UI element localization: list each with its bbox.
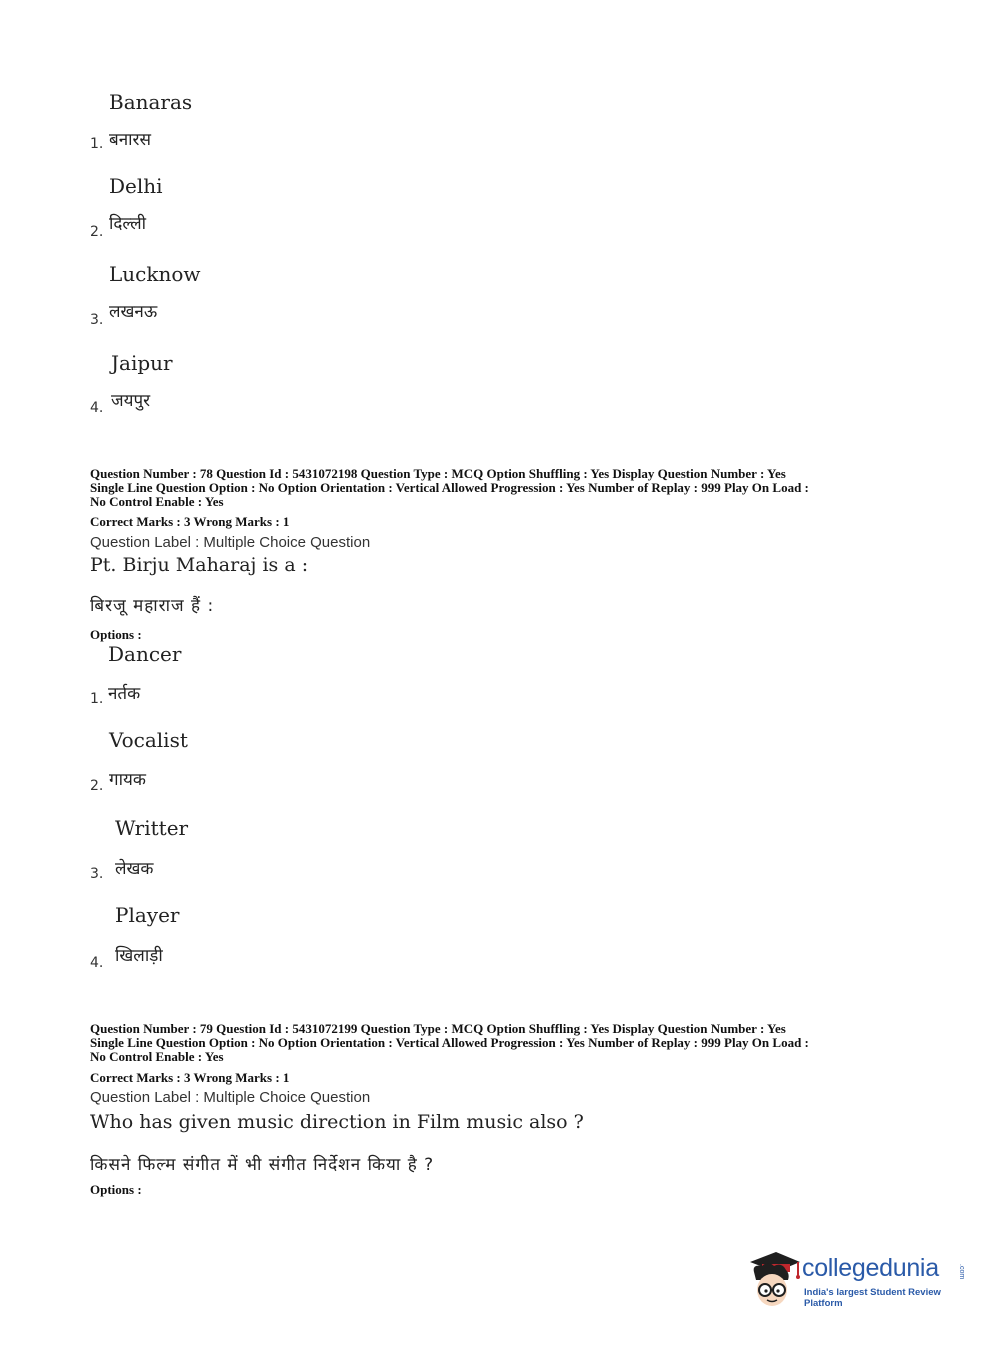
collegedunia-logo[interactable] [742, 1250, 972, 1312]
option-1-number: 1. [90, 136, 104, 152]
q78-marks: Correct Marks : 3 Wrong Marks : 1 [90, 514, 290, 529]
option-3-hindi: लखनऊ [109, 302, 158, 322]
q79-meta-line-3: No Control Enable : Yes [90, 1049, 224, 1064]
q79-meta-line-2: Single Line Question Option : No Option Orientation : Vertical Allowed Progression : Yes Number of Replay : 999 Play On Load : [90, 1035, 809, 1050]
q78-option-4-number: 4. [90, 955, 104, 971]
q78-meta-line-3: No Control Enable : Yes [90, 494, 224, 509]
q78-options-label: Options : [90, 627, 142, 642]
option-1-hindi: बनारस [109, 130, 151, 150]
q78-question-label: Question Label : Multiple Choice Question [90, 534, 371, 551]
option-4-english: Jaipur [111, 351, 173, 375]
mascot-icon [742, 1250, 800, 1312]
logo-com: .com [958, 1264, 965, 1280]
logo-tagline: India's largest Student Review Platform [804, 1287, 941, 1309]
q78-question-text-english: Pt. Birju Maharaj is a : [90, 554, 309, 576]
option-4-hindi: जयपुर [111, 391, 151, 411]
option-3-number: 3. [90, 312, 104, 328]
option-1-english: Banaras [109, 90, 193, 114]
option-2-hindi: दिल्ली [109, 214, 147, 234]
q79-question-label: Question Label : Multiple Choice Question [90, 1089, 371, 1106]
q78-option-4-hindi: खिलाड़ी [115, 946, 163, 966]
q78-option-4-english: Player [115, 903, 180, 927]
q78-option-3-english: Writter [115, 816, 189, 840]
q78-option-3-number: 3. [90, 866, 104, 882]
q78-option-1-hindi: नर्तक [108, 684, 141, 704]
q78-option-1-number: 1. [90, 691, 104, 707]
option-2-number: 2. [90, 224, 104, 240]
q79-options-label: Options : [90, 1182, 142, 1197]
q78-option-3-hindi: लेखक [115, 859, 154, 879]
q78-option-2-number: 2. [90, 778, 104, 794]
q79-marks: Correct Marks : 3 Wrong Marks : 1 [90, 1070, 290, 1085]
logo-wordmark: collegedunia [802, 1254, 939, 1282]
q78-option-2-hindi: गायक [109, 770, 146, 790]
q78-option-1-english: Dancer [108, 642, 182, 666]
q79-question-text-english: Who has given music direction in Film music also ? [90, 1111, 584, 1133]
q78-question-text-hindi: बिरजू महाराज हैं : [90, 596, 215, 616]
q78-meta-line-1: Question Number : 78 Question Id : 5431072198 Question Type : MCQ Option Shuffling : Yes Display Question Number : Yes [90, 466, 786, 481]
q78-meta-line-2: Single Line Question Option : No Option Orientation : Vertical Allowed Progression : Yes Number of Replay : 999 Play On Load : [90, 480, 809, 495]
option-2-english: Delhi [109, 174, 163, 198]
q79-question-text-hindi: किसने फिल्म संगीत में भी संगीत निर्देशन किया है ? [90, 1155, 435, 1175]
q78-option-2-english: Vocalist [109, 728, 188, 752]
option-4-number: 4. [90, 400, 104, 416]
q79-meta-line-1: Question Number : 79 Question Id : 5431072199 Question Type : MCQ Option Shuffling : Yes Display Question Number : Yes [90, 1021, 786, 1036]
option-3-english: Lucknow [109, 262, 201, 286]
